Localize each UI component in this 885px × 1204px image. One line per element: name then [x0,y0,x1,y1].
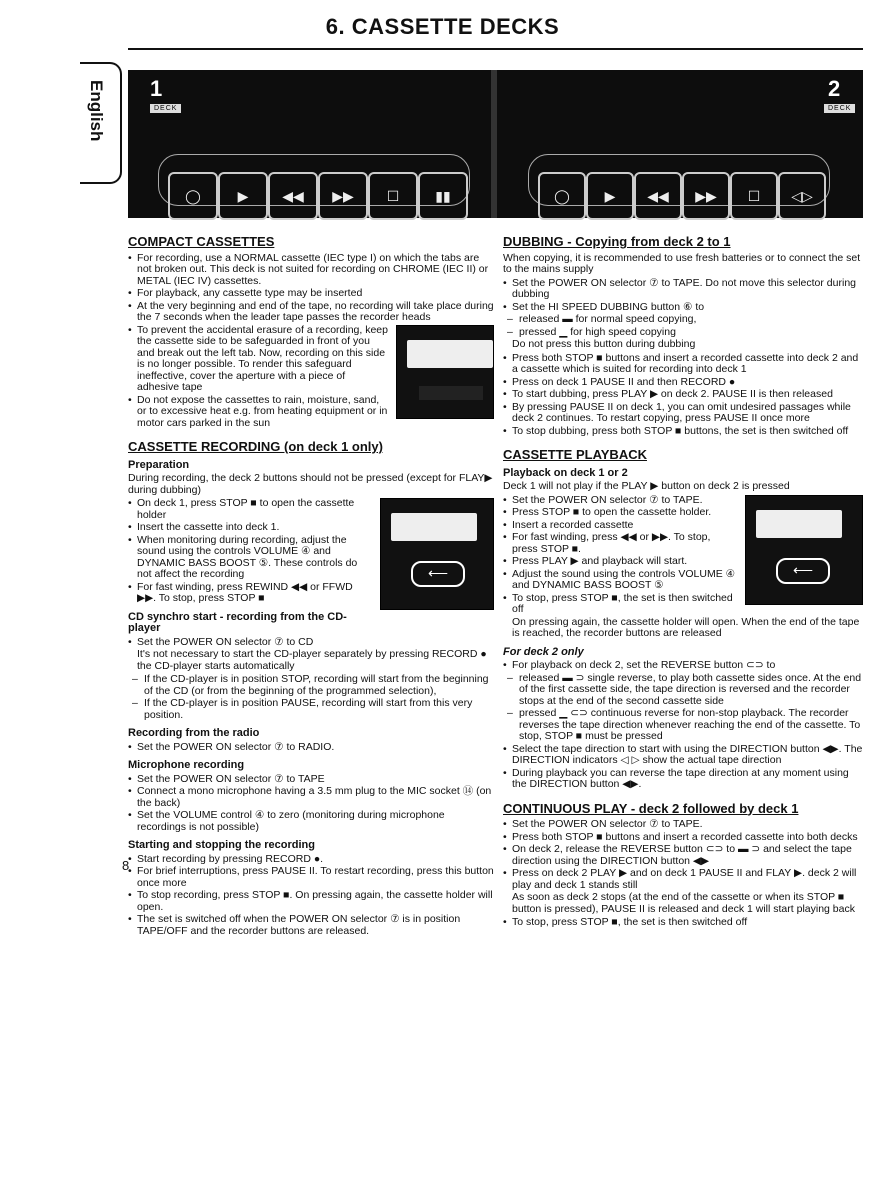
deck1-ffwd-button: ▶▶ [318,172,368,220]
deck2-reverse-button: ◯ [538,172,586,220]
list-item: • For fast winding, press ◀◀ or ▶▶. To stop, press STOP ■. [503,532,863,555]
list-item: • Set the POWER ON selector ⑦ to CD [128,637,494,649]
list-item: • To stop recording, press STOP ■. On pressing again, the cassette holder will open. [128,890,494,913]
list-item: • Set the POWER ON selector ⑦ to TAPE. Do not move this selector during dubbing [503,278,863,301]
deck1-tag: DECK [150,104,181,113]
playback-deck1-heading: Playback on deck 1 or 2 [503,466,628,479]
list-item: • Adjust the sound using the controls VOLUME ④ and DYNAMIC BASS BOOST ⑤ [503,569,863,592]
deck1-stop-button: ☐ [368,172,418,220]
deck-divider [491,70,497,218]
list-item: – pressed ▁ ⊂⊃ continuous reverse for non-stop playback. The recorder reverses the tape direction whenever reaching the end of the cassette. To stop, STOP ■ must be pressed [503,708,863,743]
list-item: • Press both STOP ■ buttons and insert a recorded cassette into deck 2 and a cassette which is suited for recording into deck 1 [503,353,863,376]
list-item: • For playback, any cassette type may be inserted [128,288,494,300]
list-item: • Press STOP ■ to open the cassette holder. [503,507,863,519]
list-item: • For playback on deck 2, set the REVERSE button ⊂⊃ to [503,660,863,672]
list-item: • To start dubbing, press PLAY ▶ on deck 2. PAUSE II is then released [503,389,863,401]
continuous-play-heading: CONTINUOUS PLAY - deck 2 followed by deck 1 [503,800,799,816]
list-item: • On deck 2, release the REVERSE button ⊂⊃ to ▬ ⊃ and select the tape direction using the DIRECTION button ◀▶ [503,844,863,867]
list-item: • Connect a mono microphone having a 3.5 mm plug to the MIC socket ⑭ (on the back) [128,786,494,809]
deck2-buttons [538,158,826,228]
page-title: 6. CASSETTE DECKS [325,14,560,39]
continuous-play-section [503,800,863,929]
deck2-number: 2 [828,76,841,101]
radio-heading: Recording from the radio [128,727,260,739]
left-column [128,236,494,949]
cd-synchro-heading: CD synchro start - recording from the CD-player [128,610,347,634]
deck1-play-button: ▶ [218,172,268,220]
list-item: • To stop, press STOP ■, the set is then switched off [503,917,863,929]
list-item: • Insert the cassette into deck 1. [128,522,494,534]
list-item: • To stop, press STOP ■, the set is then switched off [503,593,863,616]
cassette-window [407,340,493,368]
deck1-buttons [168,158,468,228]
language-tab-label: English [87,80,106,142]
preparation-text: During recording, the deck 2 buttons should not be pressed (except for FLAY▶ during dubbing) [128,472,493,496]
list-item: • Do not expose the cassettes to rain, moisture, sand, or to excessive heat e.g. from heating equipment or in motor cars parked in the sun [128,395,494,430]
list-item: • For brief interruptions, press PAUSE II. To restart recording, press this button once more [128,866,494,889]
cd-synchro-text: It's not necessary to start the CD-player separately by pressing RECORD ● the CD-player starts automatically [137,648,487,672]
list-item: • Press on deck 2 PLAY ▶ and on deck 1 PAUSE II and FLAY ▶. deck 2 will play and deck 1 stands still [503,868,863,891]
list-item: • For recording, use a NORMAL cassette (IEC type I) on which the tabs are not broken out. This deck is not suited for recording on CHROME (IEC II) or METAL (IEC IV) cassettes. [128,253,494,288]
list-item: – If the CD-player is in position STOP, recording will start from the beginning of the CD (or from the beginning of the programmed selection), [128,674,494,697]
list-item: – released ▬ for normal speed copying, [503,314,863,326]
microphone-heading: Microphone recording [128,759,245,771]
list-item: – If the CD-player is in position PAUSE, recording will start from this very position. [128,698,494,721]
list-item: • Set the VOLUME control ④ to zero (monitoring during microphone recordings is not possible) [128,810,494,833]
list-item: • Set the POWER ON selector ⑦ to TAPE. [503,495,863,507]
insert-arrow-icon: ⟵ [411,561,465,587]
playback-deck1-text: Deck 1 will not play if the PLAY ▶ button on deck 2 is pressed [503,480,790,492]
deck2-rewind-button: ◀◀ [634,172,682,220]
list-item: • Press on deck 1 PAUSE II and then RECORD ● [503,377,863,389]
deck1-rewind-button: ◀◀ [268,172,318,220]
deck1-number: 1 [150,76,163,101]
list-item: • Set the POWER ON selector ⑦ to TAPE [128,774,494,786]
list-item: • Set the HI SPEED DUBBING button ⑥ to [503,302,863,314]
list-item: • When monitoring during recording, adjust the sound using the controls VOLUME ④ and DYNAMIC BASS BOOST ⑤. These controls do not affect the recording [128,535,494,581]
list-item: • Press PLAY ▶ and playback will start. [503,556,863,568]
playback-deck2-heading: For deck 2 only [503,645,584,658]
deck2-ffwd-button: ▶▶ [682,172,730,220]
deck1-pause-button: ▮▮ [418,172,468,220]
list-item: • At the very beginning and end of the tape, no recording will take place during the 7 seconds when the leader tape passes the recorder heads [128,301,494,324]
list-item: – released ▬ ⊃ single reverse, to play both cassette sides once. At the end of the first cassette side, the tape direction is reversed and the recorder stops at the end of the second cassette side [503,673,863,708]
playback-deck1-after: On pressing again, the cassette holder will open. When the end of the tape is reached, the recorder buttons are released [512,615,860,639]
language-tab [80,62,122,184]
list-item-text: To prevent the accidental erasure of a recording, keep the cassette side to be safeguarded in front of you and break out the left tab. Now, recording on this side is no longer possible. To render this safeguard ineffective, cover the aperture with a piece of adhesive tape [137,323,388,393]
list-item: • During playback you can reverse the tape direction at any moment using the DIRECTION button ◀▶. [503,768,863,791]
dubbing-section [503,236,863,437]
insert-arrow-icon: ⟵ [776,558,830,584]
cassette-recording-heading: CASSETTE RECORDING (on deck 1 only) [128,439,383,454]
list-item: – pressed ▁ for high speed copying [503,327,863,339]
playback-section [503,449,863,791]
list-item: • Set the POWER ON selector ⑦ to TAPE. [503,819,863,831]
deck1-record-button: ◯ [168,172,218,220]
list-item: • On deck 1, press STOP ■ to open the cassette holder [128,498,494,521]
cassette-recording-section [128,441,494,937]
dubbing-intro: When copying, it is recommended to use fresh batteries or to connect the set to the mains supply [503,251,861,275]
list-item: • For fast winding, press REWIND ◀◀ or FFWD ▶▶. To stop, press STOP ■ [128,582,494,605]
list-item: • Select the tape direction to start with using the DIRECTION button ◀▶. The DIRECTION indicators ◁ ▷ show the actual tape direction [503,744,863,767]
list-item [128,325,494,394]
deck2-stop-button: ☐ [730,172,778,220]
list-item: • Start recording by pressing RECORD ●. [128,854,494,866]
playback-heading: CASSETTE PLAYBACK [503,447,647,462]
deck-panel-illustration [128,70,863,218]
title-rule [128,48,863,50]
list-item: • To stop dubbing, press both STOP ■ buttons, the set is then switched off [503,426,863,438]
start-stop-heading: Starting and stopping the recording [128,839,315,851]
preparation-heading: Preparation [128,458,190,471]
continuous-play-text: As soon as deck 2 stops (at the end of the cassette or when its STOP ■ button is pressed), PAUSE II is released and deck 1 will start playing back [512,891,855,915]
deck2-tag: DECK [824,104,855,113]
dubbing-heading: DUBBING - Copying from deck 2 to 1 [503,234,731,249]
compact-cassettes-section [128,236,494,429]
list-item: • The set is switched off when the POWER ON selector ⑦ is in position TAPE/OFF and the recorder buttons are released. [128,914,494,937]
page-number: 8 [122,858,130,873]
right-column [503,236,863,941]
list-item: • Insert a recorded cassette [503,520,863,532]
list-item: • By pressing PAUSE II on deck 1, you can omit undesired passages while deck 2 continues. To restart copying, press PAUSE II once more [503,402,863,425]
dubbing-note: Do not press this button during dubbing [512,338,696,350]
compact-cassettes-heading: COMPACT CASSETTES [128,234,275,249]
deck2-direction-button: ◁▷ [778,172,826,220]
list-item: • Set the POWER ON selector ⑦ to RADIO. [128,742,494,754]
deck2-play-button: ▶ [586,172,634,220]
list-item: • Press both STOP ■ buttons and insert a recorded cassette into both decks [503,832,863,844]
